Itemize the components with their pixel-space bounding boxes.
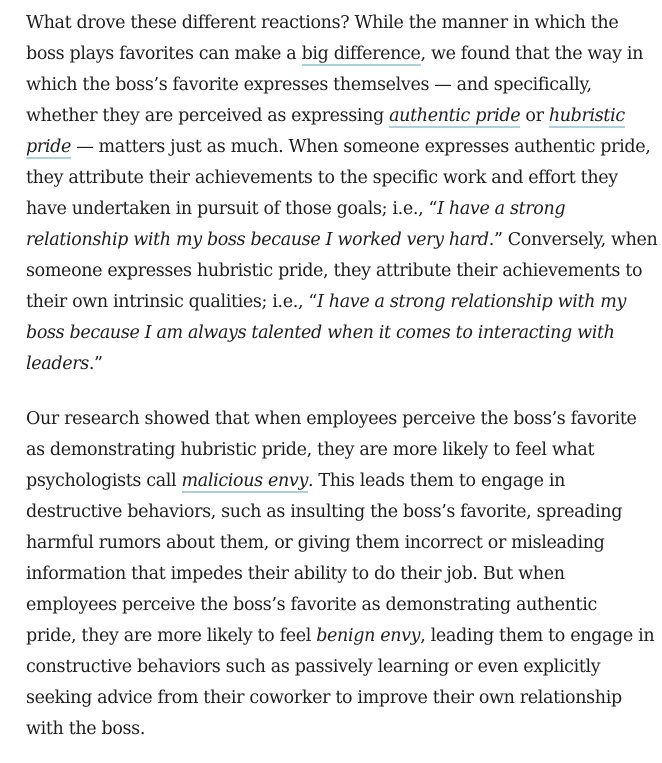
article-body: [26, 8, 658, 745]
text-line: [26, 287, 638, 318]
body-text: their own intrinsic qualities; i.e., “: [26, 292, 317, 312]
text-line: [26, 621, 655, 652]
body-text: harmful rumors about them, or giving them incorrect or misleading: [26, 533, 605, 553]
emphasis-text: relationship with my boss because I worked very hard.: [26, 230, 494, 250]
paragraph: [26, 404, 655, 745]
body-text: Our research showed that when employees perceive the boss’s favorite: [26, 409, 637, 429]
emphasis-text: benign envy: [316, 626, 421, 646]
body-text: they attribute their achievements to the specific work and effort they: [26, 168, 618, 188]
text-line: [26, 349, 638, 380]
body-text: — matters just as much. When someone expresses authentic pride,: [70, 137, 651, 157]
body-text: What drove these different reactions? While the manner in which the: [26, 13, 619, 33]
text-line: [26, 590, 638, 621]
text-line: [26, 39, 644, 70]
body-text: pride, they are more likely to feel: [26, 626, 317, 646]
inline-link[interactable]: big difference: [301, 44, 421, 64]
text-line: [26, 714, 638, 745]
inline-link[interactable]: hubristic: [548, 106, 625, 126]
emphasis-text: boss because I am always talented when it comes to interacting with: [26, 323, 615, 343]
text-line: [26, 256, 643, 287]
text-line: [26, 404, 638, 435]
body-text: with the boss.: [26, 719, 146, 739]
body-text: seeking advice from their coworker to improve their own relationship: [26, 688, 622, 708]
body-text: . This leads them to engage in: [308, 471, 566, 491]
text-line: [26, 683, 638, 714]
emphasis-text: I have a strong: [437, 199, 566, 219]
inline-link[interactable]: malicious envy: [181, 471, 308, 491]
paragraph: [26, 8, 658, 380]
inline-link[interactable]: authentic pride: [389, 106, 521, 126]
emphasis-text: I have a strong relationship with my: [317, 292, 627, 312]
text-line: [26, 163, 638, 194]
text-line: [26, 8, 638, 39]
text-line: [26, 528, 638, 559]
body-text: whether they are perceived as expressing: [26, 106, 390, 126]
body-text: ” Conversely, when: [493, 230, 658, 250]
body-text: constructive behaviors such as passively learning or even explicitly: [26, 657, 601, 677]
body-text: as demonstrating hubristic pride, they are more likely to feel what: [26, 440, 595, 460]
inline-link[interactable]: pride: [26, 137, 71, 157]
text-line: [26, 101, 638, 132]
text-line: [26, 559, 638, 590]
body-text: boss plays favorites can make a: [26, 44, 302, 64]
body-text: , leading them to engage in: [420, 626, 655, 646]
emphasis-text: leaders: [26, 354, 89, 374]
body-text: someone expresses hubristic pride, they attribute their achievements to: [26, 261, 643, 281]
text-line: [26, 466, 638, 497]
body-text: psychologists call: [26, 471, 182, 491]
body-text: .”: [88, 354, 103, 374]
text-line: [26, 70, 638, 101]
body-text: , we found that the way in: [420, 44, 644, 64]
body-text: which the boss’s favorite expresses themselves — and specifically,: [26, 75, 592, 95]
text-line: [26, 497, 638, 528]
body-text: destructive behaviors, such as insulting the boss’s favorite, spreading: [26, 502, 623, 522]
body-text: employees perceive the boss’s favorite as demonstrating authentic: [26, 595, 597, 615]
text-line: [26, 194, 638, 225]
text-line: [26, 318, 638, 349]
body-text: or: [520, 106, 549, 126]
text-line: [26, 652, 638, 683]
text-line: [26, 225, 658, 256]
body-text: have undertaken in pursuit of those goals; i.e., “: [26, 199, 438, 219]
body-text: information that impedes their ability to do their job. But when: [26, 564, 565, 584]
text-line: [26, 435, 638, 466]
text-line: [26, 132, 651, 163]
